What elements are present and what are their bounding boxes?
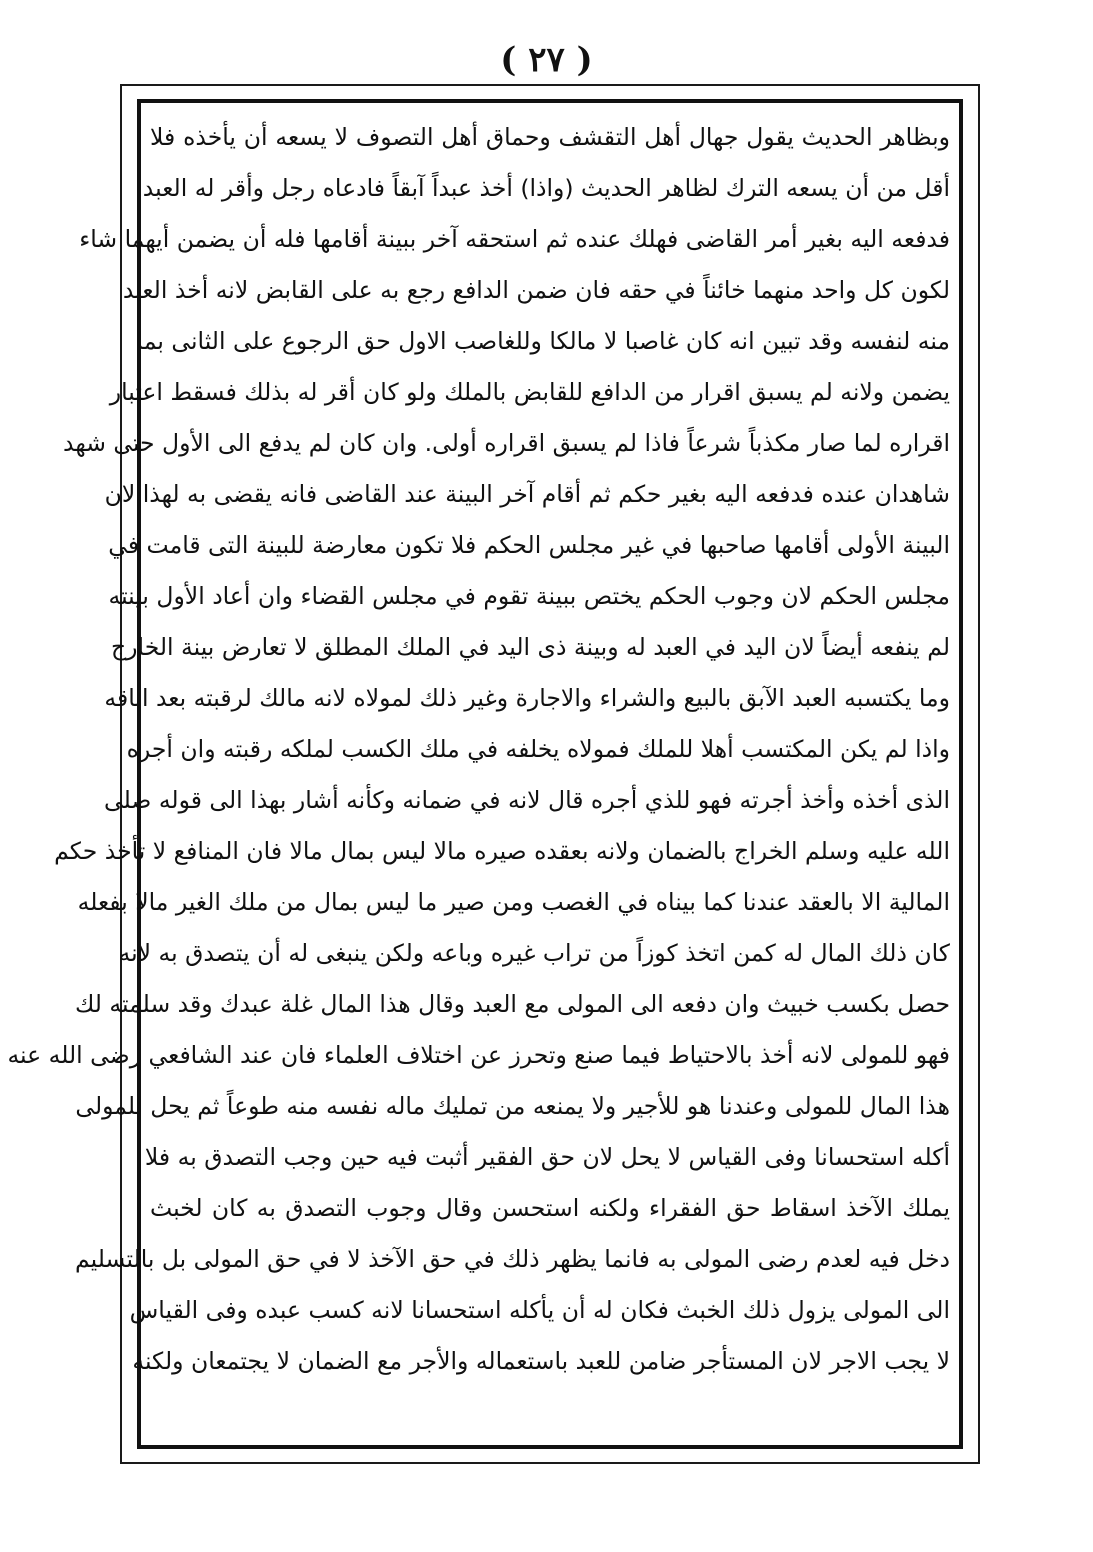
text-line: الله عليه وسلم الخراج بالضمان ولانه بعقده صيره مالا ليس بمال مالا فان المنافع لا تأخذ حكم: [54, 837, 950, 865]
text-line: وبظاهر الحديث يقول جهال أهل التقشف وحماق أهل التصوف لا يسعه أن يأخذه فلا: [150, 123, 950, 151]
text-line: يضمن ولانه لم يسبق اقرار من الدافع للقابض بالملك ولو كان أقر له بذلك فسقط اعتبار: [109, 378, 950, 406]
text-line: أكله استحسانا وفى القياس لا يحل لان حق الفقير أثبت فيه حين وجب التصدق به فلا: [144, 1143, 950, 1171]
text-line: اقراره لما صار مكذباً شرعاً فاذا لم يسبق اقراره أولى. وان كان لم يدفع الى الأول حتى شهد: [63, 429, 950, 457]
text-line: المالية الا بالعقد عندنا كما بيناه في الغصب ومن صير ما ليس بمال من ملك الغير مالا بفعله: [77, 888, 950, 916]
text-line: لا يجب الاجر لان المستأجر ضامن للعبد باستعماله والأجر مع الضمان لا يجتمعان ولكنه: [132, 1347, 950, 1375]
text-line: أقل من أن يسعه الترك لظاهر الحديث (واذا) أخذ عبداً آبقاً فادعاه رجل وأقر له العبد: [142, 174, 950, 202]
text-line: شاهدان عنده فدفعه اليه بغير حكم ثم أقام آخر البينة عند القاضى فانه يقضى به لهذا لان: [104, 480, 950, 508]
text-line: يملك الآخذ اسقاط حق الفقراء ولكنه استحسن وقال وجوب التصدق به كان لخبث: [150, 1194, 950, 1222]
text-line: البينة الأولى أقامها صاحبها في غير مجلس الحكم فلا تكون معارضة للبينة التى قامت في: [108, 531, 950, 559]
text-line: الى المولى يزول ذلك الخبث فكان له أن يأكله استحسانا لانه كسب عبده وفى القياس: [129, 1296, 950, 1324]
text-line: فدفعه اليه بغير أمر القاضى فهلك عنده ثم استحقه آخر ببينة أقامها فله أن يضمن أيهما شاء: [79, 225, 950, 253]
text-line: هذا المال للمولى وعندنا هو للأجير ولا يمنعه من تمليك ماله نفسه منه طوعاً ثم يحل للمولى: [75, 1092, 950, 1120]
text-line: واذا لم يكن المكتسب أهلا للملك فمولاه يخلفه في ملك الكسب لملكه رقبته وان أجره: [126, 735, 950, 763]
text-line: كان ذلك المال له كمن اتخذ كوزاً من تراب غيره وباعه ولكن ينبغى له أن يتصدق به لانه: [118, 939, 950, 967]
text-line: فهو للمولى لانه أخذ بالاحتياط فيما صنع وتحرز عن اختلاف العلماء فان عند الشافعي رضى الله عنه: [7, 1041, 950, 1069]
text-line: وما يكتسبه العبد الآبق بالبيع والشراء والاجارة وغير ذلك لمولاه لانه مالك لرقبته بعد اباقه: [104, 684, 950, 712]
text-line: دخل فيه لعدم رضى المولى به فانما يظهر ذلك في حق الآخذ لا في حق المولى بل بالتسليم: [74, 1245, 950, 1273]
page-number: ( ٢٧ ): [500, 40, 593, 80]
text-line: حصل بكسب خبيث وان دفعه الى المولى مع العبد وقال هذا المال غلة عبدك وقد سلمته لك: [74, 990, 950, 1018]
text-line: لكون كل واحد منهما خائناً في حقه فان ضمن الدافع رجع به على القابض لانه أخذ العبد: [122, 276, 950, 304]
text-line: الذى أخذه وأخذ أجرته فهو للذي أجره قال لانه في ضمانه وكأنه أشار بهذا الى قوله صلى: [104, 786, 950, 814]
text-body: [7, 112, 950, 1442]
text-line: منه لنفسه وقد تبين انه كان غاصبا لا مالكا وللغاصب الاول حق الرجوع على الثانى بما: [136, 327, 950, 355]
text-line: مجلس الحكم لان وجوب الحكم يختص ببينة تقوم في مجلس القضاء وان أعاد الأول بينته: [108, 582, 950, 610]
text-line: لم ينفعه أيضاً لان اليد في العبد له وبينة ذى اليد في الملك المطلق لا تعارض بينة الخارج: [111, 633, 950, 661]
